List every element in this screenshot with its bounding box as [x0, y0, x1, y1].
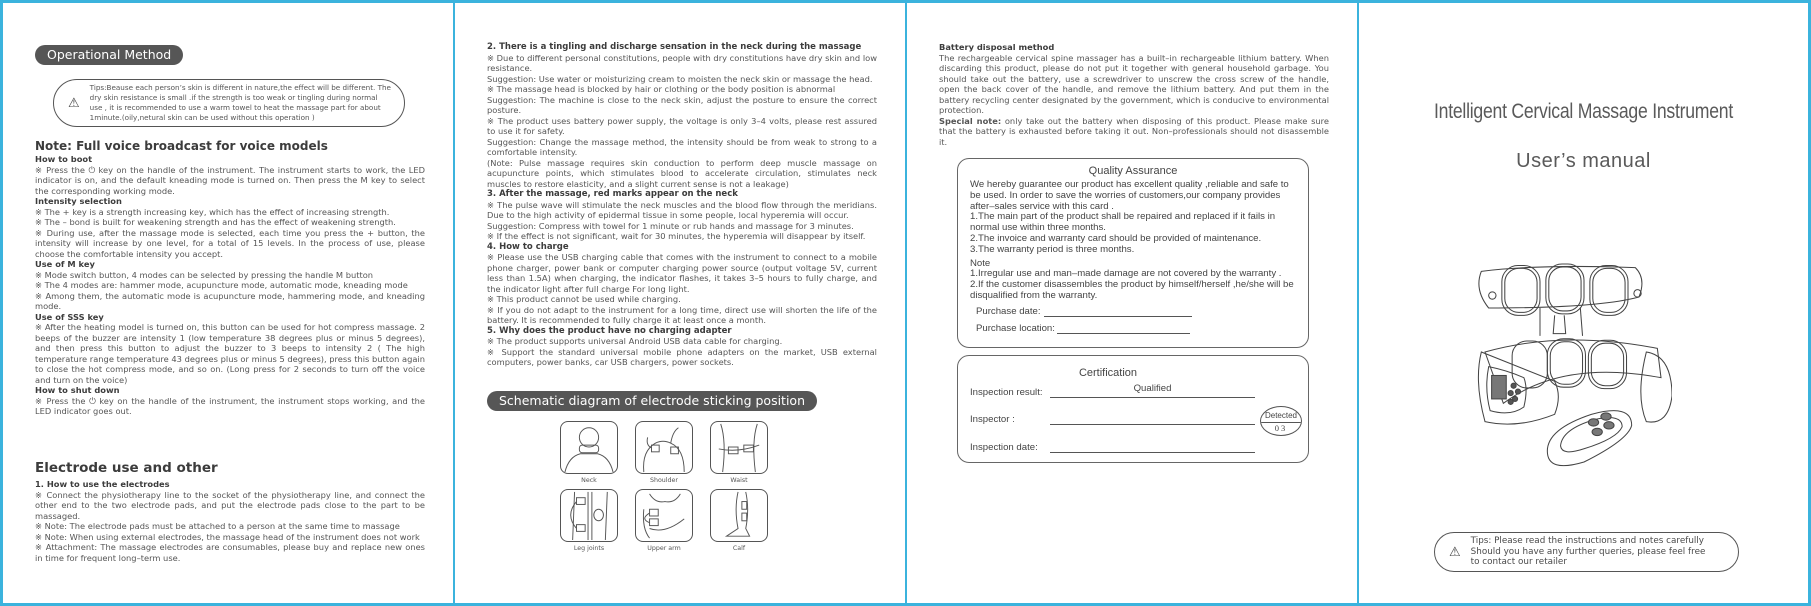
- fig-leg-joints: [560, 489, 618, 553]
- battery-text: The rechargeable cervical spine massager has a built–in rechargeable lithium battery. When discarding this product, please do not put it together with general household garbage. You should take out the battery, use a screwdriver to unscrew the cross screw of the handle, open the back cover of the handle, and remove the lithium battery. And put them in the battery recycling center designated by the government, which is conducive to environmental protection.: [939, 52, 1329, 115]
- purchase-date-field[interactable]: [1044, 307, 1192, 317]
- purchase-location-row: [976, 323, 1296, 334]
- q3-line: Suggestion: Compress with towel for 1 minute or rub hands and massage for 3 minutes.: [487, 220, 854, 231]
- shut-down-text: [35, 396, 425, 417]
- inspector-field[interactable]: [1050, 415, 1255, 425]
- special-note: [939, 116, 1329, 148]
- fig-upper-arm: [635, 489, 693, 553]
- fig-neck: [560, 421, 618, 485]
- m-key-line: ※ The 4 modes are: hammer mode, acupuncture mode, automatic mode, kneading mode: [35, 280, 408, 290]
- calf-electrode-illustration: [710, 489, 768, 542]
- q3-line: ※ The pulse wave will stimulate the neck muscles and the blood flow through the meridians. Due to the high activity of epidermal tissue in some people, local hyperemia will occur.: [487, 199, 877, 220]
- q2-line: Suggestion: Change the massage method, the intensity should be from weak to strong to a comfortable intensity.: [487, 136, 877, 157]
- shutdown-text-start: ※ Press the: [35, 395, 90, 406]
- fig-waist: [710, 421, 768, 485]
- cover-tip-line: Should you have any further queries, please feel free: [1470, 546, 1706, 557]
- inspection-result-field[interactable]: Qualified: [1050, 384, 1255, 398]
- electrode-line: ※ Connect the physiotherapy line to the socket of the physiotherapy line, and connect the other end to the two electrode pads, and put the electrode pads close to the part to be massaged.: [35, 489, 425, 521]
- electrode-position-grid: [560, 421, 790, 553]
- quality-note: 2.If the customer disassembles the product by himself/herself ,he/she will be disqualified from the warranty.: [970, 279, 1294, 301]
- certification-card: [957, 355, 1309, 463]
- inspection-date-field[interactable]: [1050, 443, 1255, 453]
- fig-label: Neck: [581, 477, 597, 484]
- q3-heading: 3. After the massage, red marks appear on the neck: [487, 189, 738, 199]
- section-title-operational-method: Operational Method: [35, 45, 183, 65]
- manual-subtitle: User’s manual: [1516, 150, 1651, 172]
- intensity-heading: Intensity selection: [35, 196, 122, 206]
- product-title: Intelligent Cervical Massage Instrument: [1433, 100, 1734, 123]
- q2-line: ※ Due to different personal constitutions, people with dry constitutions have dry skin and low resistance.: [487, 52, 877, 73]
- q5-line: ※ The product supports universal Android USB data cable for charging.: [487, 336, 783, 346]
- panel-cover: [1359, 3, 1808, 603]
- leg-joints-electrode-illustration: [560, 489, 618, 542]
- fig-shoulder: [635, 421, 693, 485]
- q2-line: (Note: Pulse massage requires skin conduction to perform deep muscle massage on acupuncture points, which stimulates blood to accelerate circulation, stimulates neck muscles to restore elasticity, and a slight current sense is not a leakage): [487, 157, 877, 189]
- panel-troubleshooting: [455, 3, 907, 603]
- battery-heading: Battery disposal method: [939, 42, 1055, 52]
- cover-tip-text: [1471, 536, 1706, 568]
- inspection-result-row: [970, 384, 1255, 398]
- upper-arm-electrode-illustration: [635, 489, 693, 542]
- m-key-line: ※ Among them, the automatic mode is acupuncture mode, hammering mode, and kneading mode.: [35, 290, 425, 311]
- how-to-boot-heading: How to boot: [35, 154, 93, 164]
- fig-label: Upper arm: [647, 545, 681, 552]
- q4-line: ※ If you do not adapt to the instrument for a long time, direct use will shorten the life of the battery. It is recommended to fully charge it at least once a month.: [487, 304, 877, 325]
- quality-note-label: Note: [970, 257, 991, 269]
- intensity-line: ※ The – bond is built for weakening strength and has the effect of weakening strength.: [35, 217, 396, 227]
- fig-label: Leg joints: [573, 545, 605, 552]
- fig-label: Waist: [730, 477, 748, 484]
- panel-operational-method: [3, 3, 455, 603]
- inspector-row: [970, 414, 1255, 425]
- fig-label: Calf: [732, 545, 746, 552]
- inspection-result-label: Inspection result:: [970, 387, 1043, 398]
- special-note-text: only take out the battery when disposing of this product. Please make sure that the battery is exhausted before taking it out. Non–professionals should not disassemble it.: [939, 115, 1329, 147]
- purchase-date-label: Purchase date:: [976, 305, 1041, 317]
- special-note-label: Special note:: [939, 115, 1002, 126]
- boot-text-end: key on the handle of the instrument. The instrument starts to work, the LED indicator is on, and the default kneading mode is turned on. Then press the M key to select the corresponding working mode.: [35, 164, 425, 196]
- cover-tip-line: to contact our retailer: [1470, 557, 1567, 568]
- neck-massager-illustration: [1452, 213, 1672, 513]
- power-icon: ⏻: [88, 164, 96, 175]
- q2-line: ※ The massage head is blocked by hair or clothing or the body position is abnormal: [487, 84, 836, 94]
- neck-electrode-illustration: [560, 421, 618, 474]
- q3-line: ※ If the effect is not significant, wait for 30 minutes, the hyperemia will disappear by itself.: [487, 231, 866, 241]
- shut-down-heading: How to shut down: [35, 385, 120, 395]
- electrode-section: [35, 459, 425, 563]
- m-key-line: ※ Mode switch button, 4 modes can be selected by pressing the handle M button: [35, 269, 374, 280]
- quality-line: 3.The warranty period is three months.: [970, 243, 1135, 255]
- shoulder-electrode-illustration: [635, 421, 693, 474]
- certification-title: Certification: [1078, 367, 1138, 379]
- q4-line: ※ Please use the USB charging cable that comes with the instrument to connect to a mobile phone charger, power bank or computer charging power source (output voltage 5V, current less than 1.5A) when charging, the indicator flashes, it takes 3–5 hours to fully charge, and the indicator light after full charge For long light.: [487, 252, 877, 294]
- quality-body: [970, 180, 1296, 302]
- m-key-heading: Use of M key: [35, 259, 95, 269]
- purchase-location-label: Purchase location:: [976, 322, 1055, 334]
- shutdown-text-end: key on the handle of the instrument, the instrument stops working, and the LED indicator goes out.: [35, 395, 425, 416]
- intensity-line: ※ The + key is a strength increasing key, which has the effect of increasing strength.: [35, 206, 390, 217]
- q4-line: ※ This product cannot be used while charging.: [487, 294, 681, 304]
- cover-tip-box: [1434, 532, 1739, 572]
- panel-warranty: [907, 3, 1359, 603]
- q2-line: ※ The product uses battery power supply, the voltage is only 3–4 volts, please rest assured to use it for safety.: [487, 115, 877, 136]
- diagram-title: Schematic diagram of electrode sticking position: [487, 391, 817, 411]
- quality-title: Quality Assurance: [1088, 165, 1178, 177]
- power-icon: ⏻: [89, 395, 96, 406]
- q5-line: ※ Support the standard universal mobile phone adapters on the market, USB external computers, power banks, car USB chargers, power sockets.: [487, 346, 877, 367]
- detected-stamp: [1260, 406, 1302, 436]
- battery-disposal: [939, 42, 1329, 147]
- q5-heading: 5. Why does the product have no charging adapter: [487, 325, 732, 336]
- fig-label: Shoulder: [649, 477, 679, 484]
- electrode-section-heading: Electrode use and other: [35, 460, 218, 476]
- fig-calf: [710, 489, 768, 553]
- quality-line: 1.The main part of the product shall be repaired and replaced if it fails in normal use within three months.: [970, 211, 1276, 234]
- quality-note: 1.Irregular use and man–made damage are not covered by the warranty .: [970, 268, 1282, 280]
- intensity-line: ※ During use, after the massage mode is selected, each time you press the + button, the intensity will increase by one level, for a total of 15 levels. In the process of use, please choose the comfortable intensity you accept.: [35, 227, 425, 259]
- inspection-date-row: [970, 442, 1255, 453]
- purchase-date-row: [976, 306, 1296, 317]
- quality-line: We hereby guarantee our product has excellent quality ,reliable and safe to be used. In order to save the worries of customers,our company provides after–sales service with this card .: [970, 179, 1289, 212]
- sss-key-text: ※ After the heating model is turned on, this button can be used for hot compress massage. 2 beeps of the buzzer are intensity 1 (low temperature 38 degrees plus or minus 5 degrees), and then press this button to adjust the buzzer to 3 beeps to intensity 2 ( The high temperature range temperature 43 degrees plus or minus 5 degrees), press this button again to close the hot compress mode, and so on. (Long press for 2 seconds to turn off the voice and turn on the voice): [35, 322, 425, 385]
- electrode-line: ※ Note: The electrode pads must be attached to a person at the same time to massage: [35, 521, 400, 531]
- warning-triangle-icon: ⚠: [68, 95, 80, 111]
- q2-line: Suggestion: Use water or moisturizing cream to moisten the neck skin or massage the head.: [487, 73, 873, 84]
- inspector-label: Inspector :: [970, 414, 1015, 425]
- q2-heading: 2. There is a tingling and discharge sensation in the neck during the massage: [487, 42, 862, 52]
- stamp-top-text: Detected: [1261, 410, 1301, 423]
- how-to-boot-text: [35, 165, 425, 197]
- inspection-date-label: Inspection date:: [970, 442, 1038, 453]
- stamp-number: 03: [1274, 423, 1288, 433]
- quality-line: 2.The invoice and warranty card should be provided of maintenance.: [970, 232, 1262, 244]
- warning-triangle-icon: ⚠: [1449, 544, 1461, 560]
- q4-heading: 4. How to charge: [487, 241, 569, 252]
- electrode-subheading: 1. How to use the electrodes: [35, 479, 170, 489]
- electrode-line: ※ Attachment: The massage electrodes are consumables, please buy and replace new ones in time for frequent long–term use.: [35, 542, 425, 563]
- waist-electrode-illustration: [710, 421, 768, 474]
- skin-tip-text: Tips:Beause each person’s skin is different in nature,the effect will be different. The dry skin resistance is small .if the strength is too weak or tingling during normal use , it is recommended to use a warm towel to heat the massage part for about 1minute.(oily,netural skin can be used without this operation ): [89, 83, 391, 122]
- purchase-location-field[interactable]: [1057, 324, 1190, 334]
- sss-key-heading: Use of SSS key: [35, 311, 104, 322]
- cover-tip-line: Tips: Please read the instructions and notes carefully: [1470, 536, 1704, 547]
- boot-text-start: ※ Press the: [35, 164, 89, 175]
- troubleshooting-text: [487, 42, 877, 368]
- operational-text: [35, 139, 425, 417]
- skin-tip-box: [53, 79, 405, 127]
- electrode-line: ※ Note: When using external electrodes, the massage head of the instrument does not work: [35, 531, 420, 542]
- voice-broadcast-note: Note: Full voice broadcast for voice models: [35, 139, 328, 153]
- quality-assurance-card: [957, 158, 1309, 348]
- q2-line: Suggestion: The machine is close to the neck skin, adjust the posture to ensure the correct posture.: [487, 94, 877, 115]
